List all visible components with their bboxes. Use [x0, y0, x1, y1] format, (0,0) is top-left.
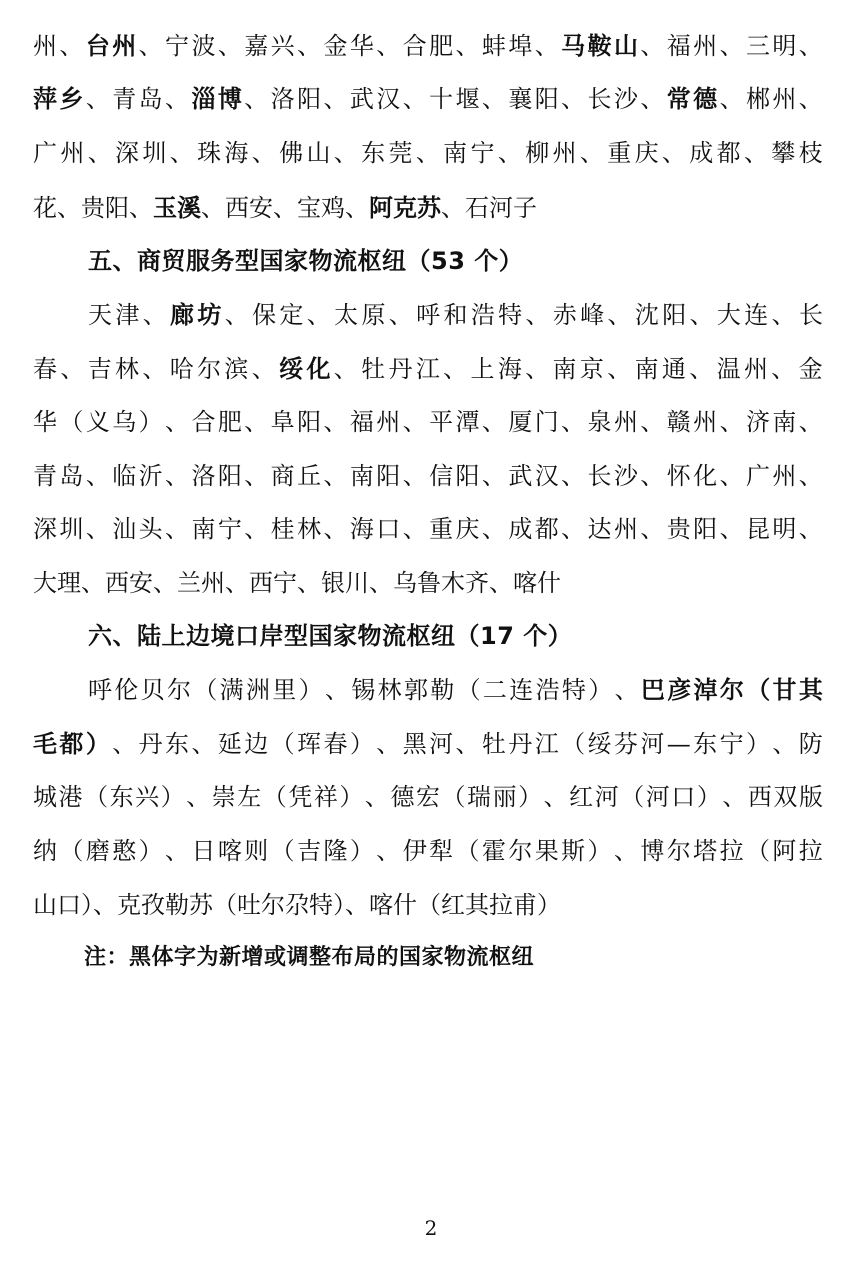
section-6-heading: 六、陆上边境口岸型国家物流枢纽（17 个）	[88, 622, 573, 650]
s4-line-1: 州 、 台 州 、 宁 波 、 嘉 兴 、 金 华 、 合 肥 、 蚌 埠 、 马 鞍 山 、 福 州 、 三 明 、	[33, 32, 823, 60]
page-number: 2	[424, 1216, 438, 1240]
bold-place-name: 阿克苏	[369, 194, 441, 222]
s4-line-2: 萍 乡 、 青 岛 、 淄 博 、 洛 阳 、 武 汉 、 十 堰 、 襄 阳 、 长 沙 、 常 德 、 郴 州 、	[33, 85, 823, 113]
place-text: 、西安、宝鸡、	[201, 194, 369, 222]
s6-line-2: 毛 都 ） 、 丹 东 、 延 边 （ 珲 春 ） 、 黑 河 、 牡 丹 江 （ 绥 芬 河 — 东 宁 ） 、 防	[33, 730, 823, 758]
note-text: 注：黑体字为新增或调整布局的国家物流枢纽	[84, 945, 535, 970]
s5-line-2: 春 、 吉 林 、 哈 尔 滨 、 绥 化 、 牡 丹 江 、 上 海 、 南 京 、 南 通 、 温 州 、 金	[33, 355, 823, 383]
bold-place-name: 玉溪	[153, 194, 201, 222]
s4-line-4	[33, 190, 537, 226]
section-5-heading: 五、商贸服务型国家物流枢纽（53 个）	[88, 247, 524, 275]
s6-line-3: 城 港 （ 东 兴 ） 、 崇 左 （ 凭 祥 ） 、 德 宏 （ 瑞 丽 ） 、 红 河 （ 河 口 ） 、 西 双 版	[33, 783, 823, 811]
s5-line-5: 深 圳 、 汕 头 、 南 宁 、 桂 林 、 海 口 、 重 庆 、 成 都 、 达 州 、 贵 阳 、 昆 明 、	[33, 515, 823, 543]
s6-line-1: 呼 伦 贝 尔 （ 满 洲 里 ） 、 锡 林 郭 勒 （ 二 连 浩 特 ） 、 巴 彦 淖 尔 （ 甘 其	[88, 676, 823, 704]
s5-line-4: 青 岛 、 临 沂 、 洛 阳 、 商 丘 、 南 阳 、 信 阳 、 武 汉 、 长 沙 、 怀 化 、 广 州 、	[33, 462, 823, 490]
s5-line-1: 天 津 、 廊 坊 、 保 定 、 太 原 、 呼 和 浩 特 、 赤 峰 、 沈 阳 、 大 连 、 长	[88, 301, 823, 329]
place-text: 、石河子	[441, 194, 537, 222]
place-text: 花、贵阳、	[33, 194, 153, 222]
s5-line-6	[33, 565, 561, 601]
s5-line-3: 华 （ 义 乌 ） 、 合 肥 、 阜 阳 、 福 州 、 平 潭 、 厦 门 、 泉 州 、 赣 州 、 济 南 、	[33, 408, 823, 436]
s6-line-5	[33, 887, 561, 923]
s6-line-4: 纳 （ 磨 憨 ） 、 日 喀 则 （ 吉 隆 ） 、 伊 犁 （ 霍 尔 果 斯 ） 、 博 尔 塔 拉 （ 阿 拉	[33, 837, 823, 865]
place-text: 山口）、克孜勒苏（吐尔尕特）、喀什（红其拉甫）	[33, 891, 561, 919]
place-text: 大理、西安、兰州、西宁、银川、乌鲁木齐、喀什	[33, 569, 561, 597]
s4-line-3: 广 州 、 深 圳 、 珠 海 、 佛 山 、 东 莞 、 南 宁 、 柳 州 、 重 庆 、 成 都 、 攀 枝	[33, 139, 823, 167]
